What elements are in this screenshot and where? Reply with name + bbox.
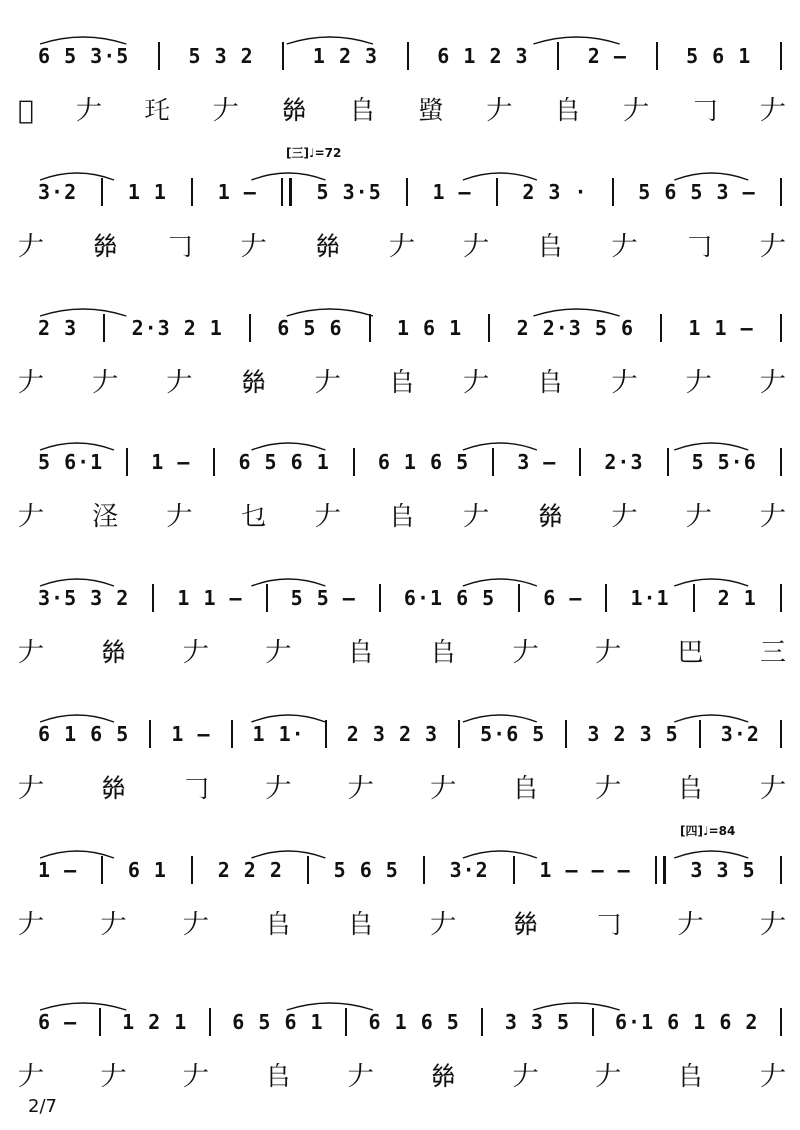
tablature-character: 𠂇 bbox=[512, 638, 539, 668]
measure: 2 3 · bbox=[522, 180, 588, 204]
measure: 6 5 6 bbox=[277, 316, 343, 340]
tablature-character: 𠂇 bbox=[347, 1062, 374, 1092]
score-system bbox=[0, 824, 800, 958]
tablature-character: 𠂇 bbox=[212, 96, 239, 126]
tablature-character: 𠂇 bbox=[759, 1062, 786, 1092]
slur bbox=[40, 1003, 126, 1010]
tablature-character: 𢇇 bbox=[240, 368, 267, 398]
measure: 1 6 1 bbox=[396, 316, 463, 340]
tablature-character: 𠂤 bbox=[265, 910, 292, 940]
tablature-character: 𠂇 bbox=[463, 368, 490, 398]
tablature-character: 𠂇 bbox=[166, 368, 193, 398]
slur bbox=[674, 173, 748, 180]
measure: 6 1 6 5 bbox=[377, 450, 470, 474]
slur bbox=[40, 37, 126, 44]
score-system bbox=[0, 692, 800, 822]
guqin-tablature-line bbox=[0, 632, 800, 676]
slur bbox=[251, 851, 325, 858]
tablature-character: 𢇇 bbox=[430, 1062, 457, 1092]
slur-marks bbox=[0, 692, 800, 732]
tablature-character: 𢇇 bbox=[281, 96, 308, 126]
measure: 2 3 2 3 bbox=[346, 722, 439, 746]
tablature-character: 𠂇 bbox=[182, 910, 209, 940]
slur bbox=[40, 443, 114, 450]
tablature-character: 𠂇 bbox=[595, 1062, 622, 1092]
slur-marks bbox=[0, 420, 800, 460]
measure: 1 — bbox=[432, 180, 472, 204]
jianpu-notation-line bbox=[0, 286, 800, 346]
guqin-tablature-line bbox=[0, 362, 800, 406]
tablature-character: 𠂤 bbox=[430, 638, 457, 668]
tablature-character: 𣲾 bbox=[92, 502, 119, 532]
slur bbox=[533, 309, 619, 316]
slur bbox=[251, 715, 325, 722]
tablature-character: 𧒍 bbox=[417, 96, 444, 126]
slur bbox=[40, 309, 126, 316]
tablature-character: 𠂇 bbox=[486, 96, 513, 126]
tablature-character: 𠂇 bbox=[18, 774, 45, 804]
measure: 6 — bbox=[38, 1010, 78, 1034]
page-number: 2/7 bbox=[28, 1096, 57, 1117]
measure: 6 5 6 1 bbox=[238, 450, 330, 474]
measure: 2 3 bbox=[38, 316, 78, 340]
slur bbox=[674, 851, 748, 858]
measure: 6·1 6 5 bbox=[403, 586, 496, 610]
tablature-character: 𠂇 bbox=[759, 368, 786, 398]
tablature-character: 𠂇 bbox=[759, 96, 786, 126]
tablature-character: 𠂇 bbox=[623, 96, 650, 126]
tablature-character: 𠂇 bbox=[75, 96, 102, 126]
section-tempo-marker: [三]♩=72 bbox=[286, 146, 342, 160]
measure: 6 1 2 3 bbox=[437, 44, 529, 68]
measure: 2·3 bbox=[604, 450, 644, 474]
measure: 5·6 5 bbox=[480, 722, 546, 746]
tablature-character: 𠂇 bbox=[595, 638, 622, 668]
tablature-character: 𠂤 bbox=[537, 368, 564, 398]
slur bbox=[251, 579, 325, 586]
slur-marks bbox=[0, 828, 800, 868]
tablature-character: 𠂤 bbox=[677, 1062, 704, 1092]
measure: 1 1 — bbox=[688, 316, 754, 340]
tablature-character: 𠃌 bbox=[595, 910, 622, 940]
measure: 3 3 5 bbox=[504, 1010, 571, 1034]
tablature-character: 𠂇 bbox=[611, 368, 638, 398]
tablature-character: 𠂤 bbox=[349, 96, 376, 126]
slur-marks bbox=[0, 286, 800, 326]
jianpu-notation-line bbox=[0, 420, 800, 480]
measure: 6 1 6 5 bbox=[368, 1010, 460, 1034]
tablature-character: 𠂤 bbox=[677, 774, 704, 804]
slur-marks bbox=[0, 150, 800, 190]
tablature-character: 𢇇 bbox=[100, 774, 127, 804]
tablature-character: 𢇇 bbox=[100, 638, 127, 668]
tablature-character: 𠂇 bbox=[314, 502, 341, 532]
tablature-character: 𪝋 bbox=[18, 96, 34, 126]
tablature-character: 𠃌 bbox=[166, 232, 193, 262]
tablature-character: 𠂤 bbox=[554, 96, 581, 126]
tablature-character: 𠂇 bbox=[611, 502, 638, 532]
slur bbox=[40, 173, 114, 180]
slur bbox=[287, 37, 373, 44]
tablature-character: 𠂇 bbox=[347, 774, 374, 804]
slur bbox=[287, 309, 373, 316]
tablature-character: 𤣯 bbox=[144, 96, 171, 126]
guqin-tablature-line bbox=[0, 904, 800, 948]
slur bbox=[533, 37, 619, 44]
score-system bbox=[0, 556, 800, 686]
measure: 1 — bbox=[171, 722, 211, 746]
measure: 3 3 5 bbox=[690, 858, 756, 882]
measure: 2 2 2 bbox=[217, 858, 283, 882]
slur bbox=[40, 579, 114, 586]
jianpu-notation-line bbox=[0, 146, 800, 210]
tablature-character: 𠂇 bbox=[18, 368, 45, 398]
slur-marks bbox=[0, 556, 800, 596]
measure: 3·2 bbox=[720, 722, 760, 746]
measure: 1 — bbox=[151, 450, 191, 474]
tablature-character: 𠂤 bbox=[347, 910, 374, 940]
tablature-character: 𠂇 bbox=[92, 368, 119, 398]
slur bbox=[463, 851, 537, 858]
jianpu-notation-line bbox=[0, 980, 800, 1040]
slur-marks bbox=[0, 980, 800, 1020]
tablature-character: 𠂤 bbox=[512, 774, 539, 804]
tablature-character: 𠂇 bbox=[182, 638, 209, 668]
score-system bbox=[0, 14, 800, 144]
slur bbox=[463, 715, 537, 722]
tablature-character: 𠂇 bbox=[677, 910, 704, 940]
tablature-character: 𢇇 bbox=[314, 232, 341, 262]
score-system bbox=[0, 980, 800, 1110]
measure: 5 6 5 bbox=[333, 858, 399, 882]
tablature-character: 𠂇 bbox=[18, 232, 45, 262]
tablature-character: 𢇇 bbox=[92, 232, 119, 262]
tablature-character: 三 bbox=[759, 638, 786, 668]
slur bbox=[251, 443, 325, 450]
slur-marks bbox=[0, 14, 800, 54]
measure: 1 1· bbox=[252, 722, 305, 746]
tablature-character: 𠂤 bbox=[388, 502, 415, 532]
tablature-character: 𠂇 bbox=[100, 910, 127, 940]
tablature-character: 𠂇 bbox=[463, 502, 490, 532]
slur bbox=[463, 173, 537, 180]
tablature-character: 乜 bbox=[240, 502, 267, 532]
measure: 6 5 3·5 bbox=[38, 44, 130, 68]
slur bbox=[463, 579, 537, 586]
measure: 2·3 2 1 bbox=[131, 316, 223, 340]
tablature-character: 𠂇 bbox=[685, 502, 712, 532]
tablature-character: 𠂇 bbox=[18, 502, 45, 532]
measure: 3·5 3 2 bbox=[38, 586, 130, 610]
tablature-character: 𠂇 bbox=[314, 368, 341, 398]
jianpu-notation-line bbox=[0, 556, 800, 616]
tablature-character: 𠂇 bbox=[685, 368, 712, 398]
slur bbox=[533, 1003, 619, 1010]
tablature-character: 𠂇 bbox=[595, 774, 622, 804]
guqin-tablature-line bbox=[0, 496, 800, 540]
measure: 2 2·3 5 6 bbox=[516, 316, 634, 340]
slur bbox=[674, 715, 748, 722]
measure: 6 5 6 1 bbox=[232, 1010, 324, 1034]
tablature-character: 𠂤 bbox=[347, 638, 374, 668]
jianpu-notation-line bbox=[0, 692, 800, 752]
guqin-tablature-line bbox=[0, 90, 800, 134]
tablature-character: 𠂤 bbox=[265, 1062, 292, 1092]
tablature-character: 𠂇 bbox=[18, 910, 45, 940]
tablature-character: 𠃌 bbox=[182, 774, 209, 804]
tablature-character: 𠃌 bbox=[685, 232, 712, 262]
tablature-character: 𠂇 bbox=[759, 232, 786, 262]
section-tempo-marker: [四]♩=84 bbox=[680, 824, 736, 838]
score-system bbox=[0, 286, 800, 416]
score-system bbox=[0, 420, 800, 550]
tablature-character: 𠂇 bbox=[759, 774, 786, 804]
measure: 6·1 6 1 6 2 bbox=[615, 1010, 759, 1034]
tablature-character: 𠂇 bbox=[430, 774, 457, 804]
slur bbox=[463, 443, 537, 450]
tablature-character: 𠂇 bbox=[759, 502, 786, 532]
measure: 3·2 bbox=[449, 858, 489, 882]
measure: 1 — bbox=[217, 180, 257, 204]
measure: 3 2 3 5 bbox=[587, 722, 679, 746]
tablature-character: 𢇇 bbox=[512, 910, 539, 940]
tablature-character: 𠂇 bbox=[265, 638, 292, 668]
slur bbox=[40, 715, 114, 722]
tablature-character: 𠂇 bbox=[182, 1062, 209, 1092]
measure: 1 2 3 bbox=[312, 44, 379, 68]
tablature-character: 𠂇 bbox=[100, 1062, 127, 1092]
tablature-character: 𠂇 bbox=[611, 232, 638, 262]
tablature-character: 𠂇 bbox=[463, 232, 490, 262]
tablature-character: 巴 bbox=[677, 638, 704, 668]
tablature-character: 𠂇 bbox=[759, 910, 786, 940]
jianpu-notation-line bbox=[0, 14, 800, 74]
guqin-tablature-line bbox=[0, 1056, 800, 1100]
measure: 1 1 — bbox=[177, 586, 243, 610]
measure: 3 — bbox=[517, 450, 557, 474]
measure: 5 6 5 3 — bbox=[638, 180, 756, 204]
score-system bbox=[0, 146, 800, 280]
slur bbox=[287, 1003, 373, 1010]
measure: 1·1 bbox=[630, 586, 670, 610]
measure: 5 3 2 bbox=[188, 44, 254, 68]
measure: 6 1 bbox=[127, 858, 167, 882]
measure: 1 — bbox=[38, 858, 78, 882]
measure: 5 5·6 bbox=[691, 450, 757, 474]
measure: 2 — bbox=[587, 44, 627, 68]
measure: 1 2 1 bbox=[122, 1010, 188, 1034]
tablature-character: 𠂇 bbox=[240, 232, 267, 262]
measure: 1 1 bbox=[127, 180, 167, 204]
tablature-character: 𠂇 bbox=[166, 502, 193, 532]
jianpu-notation-line bbox=[0, 824, 800, 888]
tablature-character: 𠂤 bbox=[537, 232, 564, 262]
measure: 2 1 bbox=[717, 586, 757, 610]
guqin-tablature-line bbox=[0, 768, 800, 812]
tablature-character: 𠂇 bbox=[18, 1062, 45, 1092]
measure: 6 — bbox=[543, 586, 583, 610]
tablature-character: 𠂇 bbox=[512, 1062, 539, 1092]
tablature-character: 𠂇 bbox=[430, 910, 457, 940]
slur bbox=[251, 173, 325, 180]
tablature-character: 𠂇 bbox=[18, 638, 45, 668]
tablature-character: 𢇇 bbox=[537, 502, 564, 532]
guqin-tablature-line bbox=[0, 226, 800, 270]
measure: 1 — — — bbox=[539, 858, 631, 882]
tablature-character: 𠂇 bbox=[265, 774, 292, 804]
tablature-character: 𠂤 bbox=[388, 368, 415, 398]
measure: 5 5 — bbox=[290, 586, 356, 610]
slur bbox=[674, 443, 748, 450]
measure: 5 6 1 bbox=[686, 44, 752, 68]
tablature-character: 𠂇 bbox=[388, 232, 415, 262]
tablature-character: 𠃌 bbox=[691, 96, 718, 126]
measure: 3·2 bbox=[38, 180, 78, 204]
slur bbox=[674, 579, 748, 586]
slur bbox=[40, 851, 114, 858]
measure: 6 1 6 5 bbox=[38, 722, 130, 746]
measure: 5 6·1 bbox=[38, 450, 104, 474]
measure: 5 3·5 bbox=[316, 180, 382, 204]
